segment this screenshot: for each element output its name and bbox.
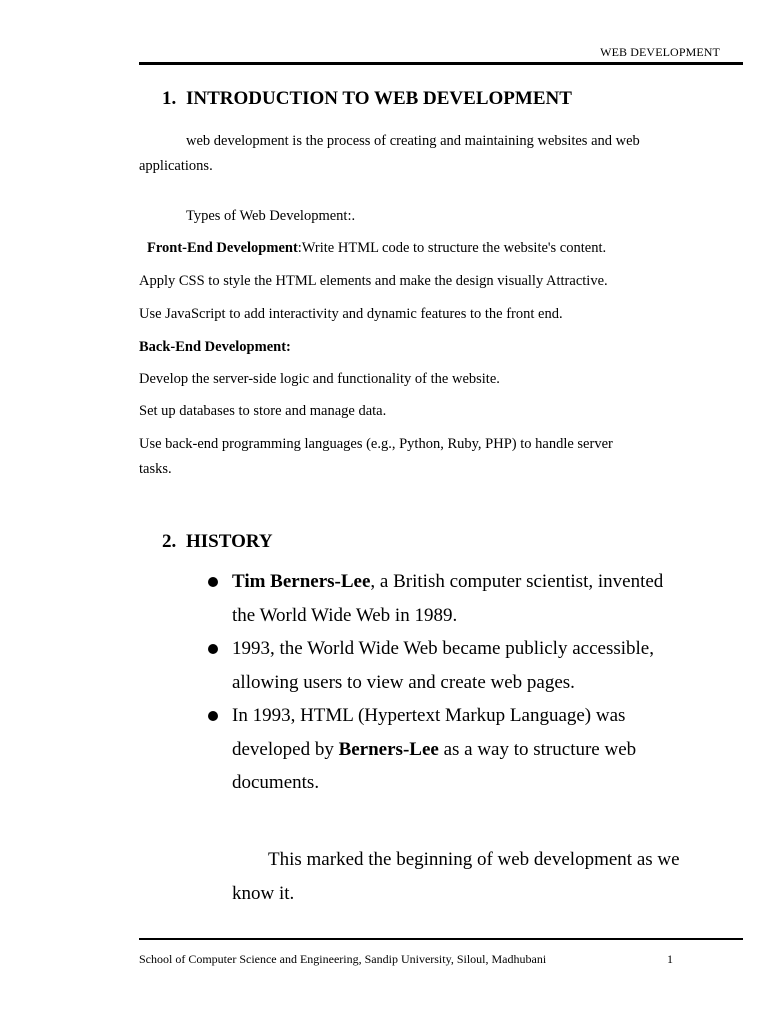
backend-label-text: Back-End Development: [139,339,291,355]
footer-institution: School of Computer Science and Engineering, Sandip University, Siloul, Madhubani [139,952,547,966]
backend-label [139,335,709,360]
header-rule [139,62,743,65]
backend-item-databases: Set up databases to store and manage data. [139,403,387,419]
history-item-1 [208,565,678,632]
bullet-icon [208,577,218,587]
bullet-icon [208,711,218,721]
intro-line-2: applications. [139,158,213,174]
section-2-title: HISTORY [186,531,273,552]
backend-item-logic: Develop the server-side logic and functionality of the website. [139,371,500,387]
frontend-line [147,236,717,261]
history-item-3 [208,699,678,800]
frontend-label: Front-End Development [147,240,298,256]
section-1-number: 1. [162,88,177,109]
section-2-heading [162,531,273,553]
history-item-3-pre: In 1993, HTML (Hypertext Markup Language) was developed by [232,705,626,760]
bullet-icon [208,644,218,654]
section-2-number: 2. [162,531,177,552]
intro-line-1: web development is the process of creating and maintaining websites and web [186,133,640,149]
history-item-2 [208,632,678,699]
section-1-title: INTRODUCTION TO WEB DEVELOPMENT [186,88,572,109]
history-closing-paragraph: This marked the beginning of web development as we know it. [232,849,680,904]
history-item-3-post: as a way to structure web documents. [232,738,637,793]
types-label: Types of Web Development:. [186,208,356,224]
frontend-text: :Write HTML code to structure the website's content. [297,240,607,256]
footer-rule [139,938,743,940]
backend-item-languages-2: tasks. [139,461,172,477]
history-list [208,565,678,800]
history-item-1-name: Tim Berners-Lee [232,571,371,592]
page-number: 1 [667,952,673,966]
history-item-3-name: Berners-Lee [338,738,439,760]
running-header: WEB DEVELOPMENT [600,45,720,59]
history-item-1-text: , a British computer scientist, invented the World Wide Web in 1989. [232,571,664,626]
frontend-item-css: Apply CSS to style the HTML elements and make the design visually Attractive. [139,273,608,289]
frontend-item-js: Use JavaScript to add interactivity and dynamic features to the front end. [139,306,563,322]
history-item-2-text: 1993, the World Wide Web became publicly accessible, allowing users to view and create web pages. [232,638,654,693]
section-1-heading [162,88,572,110]
backend-item-languages-1: Use back-end programming languages (e.g., Python, Ruby, PHP) to handle server [139,436,613,452]
